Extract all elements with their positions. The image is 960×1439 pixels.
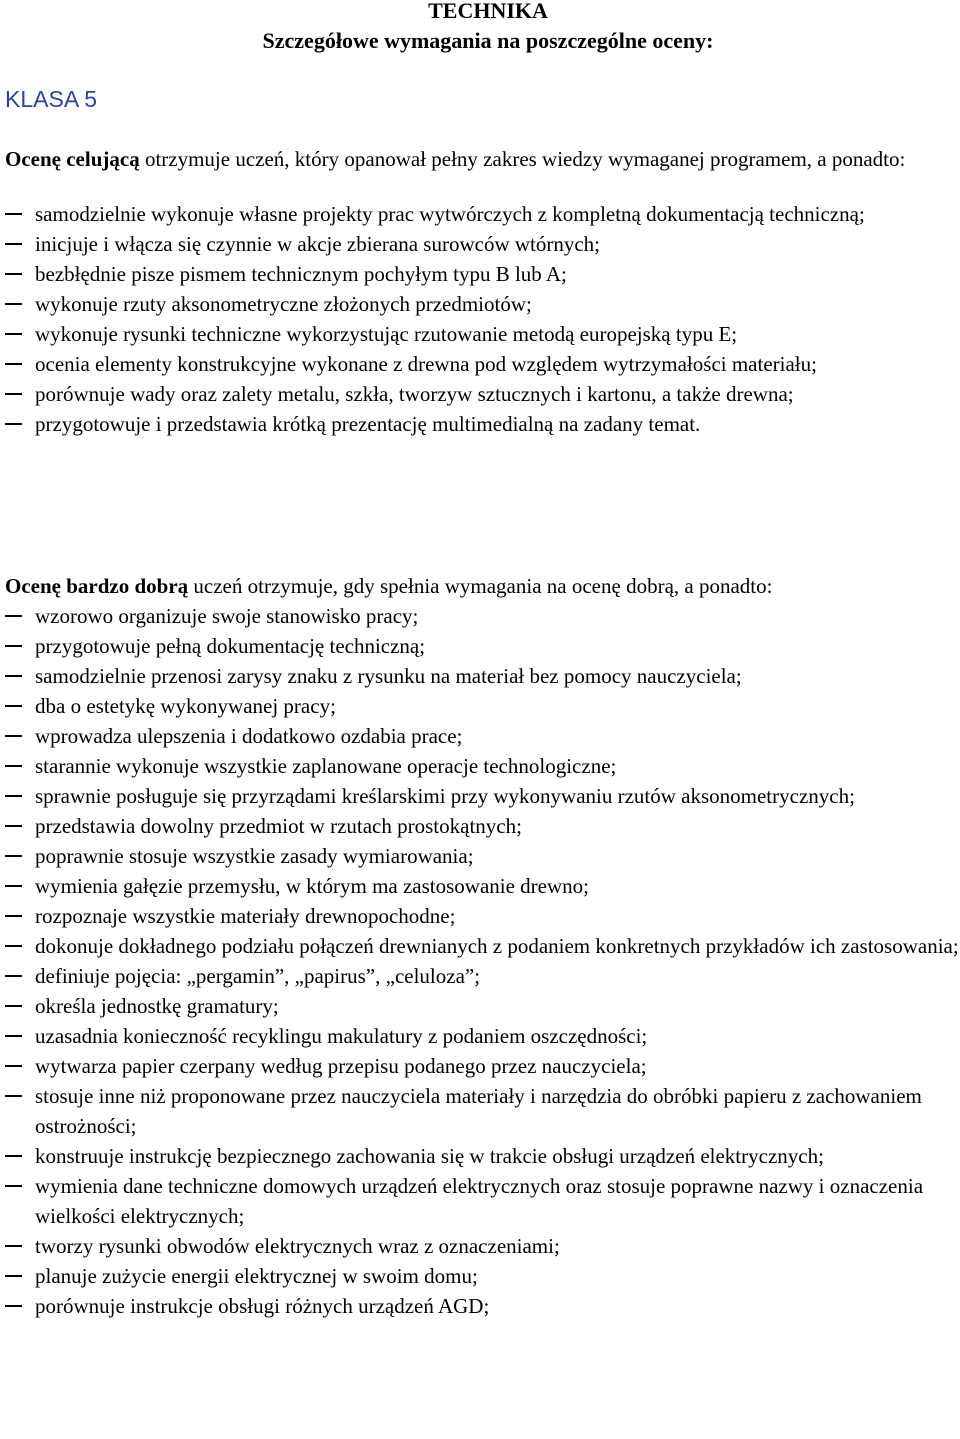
list-item (5, 1141, 960, 1171)
list-item (5, 751, 960, 781)
dash-bullet-icon (5, 735, 22, 737)
dash-bullet-icon (5, 885, 22, 887)
list-item (5, 781, 960, 811)
list-item (5, 199, 960, 229)
dash-bullet-icon (5, 1005, 22, 1007)
section-grade-excellent (5, 144, 960, 439)
section-intro (5, 144, 960, 174)
dash-bullet-icon (5, 1065, 22, 1067)
list-item-text: uzasadnia konieczność recyklingu makulatury z podaniem oszczędności; (35, 1024, 648, 1048)
dash-bullet-icon (5, 423, 22, 425)
class-label: KLASA 5 (5, 86, 98, 112)
list-item-text: przygotowuje i przedstawia krótką prezentację multimedialną na zadany temat. (35, 412, 701, 436)
list-item-text: definiuje pojęcia: „pergamin”, „papirus”, „celuloza”; (35, 964, 481, 988)
list-item (5, 991, 960, 1021)
list-item-text: samodzielnie przenosi zarysy znaku z rysunku na materiał bez pomocy nauczyciela; (35, 664, 742, 688)
dash-bullet-icon (5, 1245, 22, 1247)
dash-bullet-icon (5, 675, 22, 677)
dash-bullet-icon (5, 213, 22, 215)
section-grade-very-good (5, 571, 960, 1321)
list-item-text: określa jednostkę gramatury; (35, 994, 279, 1018)
list-item (5, 229, 960, 259)
dash-bullet-icon (5, 765, 22, 767)
list-item-text: porównuje wady oraz zalety metalu, szkła, tworzyw sztucznych i kartonu, a także drewna; (35, 382, 794, 406)
list-item-text: konstruuje instrukcję bezpiecznego zachowania się w trakcie obsługi urządzeń elektrycznych; (35, 1144, 824, 1168)
dash-bullet-icon (5, 1305, 22, 1307)
list-item-text: wymienia gałęzie przemysłu, w którym ma zastosowanie drewno; (35, 874, 589, 898)
dash-bullet-icon (5, 1185, 22, 1187)
list-item (5, 1291, 960, 1321)
requirements-list (5, 199, 960, 439)
list-item-text: wytwarza papier czerpany według przepisu podanego przez nauczyciela; (35, 1054, 647, 1078)
list-item (5, 961, 960, 991)
list-item-text: wykonuje rysunki techniczne wykorzystując rzutowanie metodą europejską typu E; (35, 322, 738, 346)
list-item (5, 811, 960, 841)
list-item-text: ocenia elementy konstrukcyjne wykonane z drewna pod względem wytrzymałości materiału; (35, 352, 817, 376)
dash-bullet-icon (5, 243, 22, 245)
dash-bullet-icon (5, 393, 22, 395)
intro-text: otrzymuje uczeń, który opanował pełny zakres wiedzy wymaganej programem, a ponadto: (139, 147, 906, 171)
dash-bullet-icon (5, 705, 22, 707)
list-item (5, 1231, 960, 1261)
list-item-text: tworzy rysunki obwodów elektrycznych wraz z oznaczeniami; (35, 1234, 560, 1258)
list-item-text: wzorowo organizuje swoje stanowisko pracy; (35, 604, 419, 628)
list-item-text: przedstawia dowolny przedmiot w rzutach prostokątnych; (35, 814, 522, 838)
document-title: TECHNIKA (428, 0, 548, 23)
list-item-text: starannie wykonuje wszystkie zaplanowane operacje technologiczne; (35, 754, 617, 778)
list-item-text: sprawnie posługuje się przyrządami kreślarskimi przy wykonywaniu rzutów aksonometrycznych; (35, 784, 855, 808)
dash-bullet-icon (5, 615, 22, 617)
list-item (5, 721, 960, 751)
list-item (5, 259, 960, 289)
dash-bullet-icon (5, 795, 22, 797)
dash-bullet-icon (5, 825, 22, 827)
list-item (5, 1051, 960, 1081)
list-item-text: stosuje inne niż proponowane przez nauczyciela materiały i narzędzia do obróbki papieru z zachowaniem ostrożności; (35, 1084, 922, 1138)
dash-bullet-icon (5, 975, 22, 977)
intro-text: uczeń otrzymuje, gdy spełnia wymagania na ocenę dobrą, a ponadto: (188, 574, 773, 598)
list-item (5, 1171, 960, 1231)
dash-bullet-icon (5, 945, 22, 947)
list-item-text: samodzielnie wykonuje własne projekty prac wytwórczych z kompletną dokumentacją techniczną; (35, 202, 865, 226)
list-item-text: inicjuje i włącza się czynnie w akcje zbierana surowców wtórnych; (35, 232, 601, 256)
list-item-text: wykonuje rzuty aksonometryczne złożonych przedmiotów; (35, 292, 532, 316)
list-item-text: planuje zużycie energii elektrycznej w swoim domu; (35, 1264, 478, 1288)
list-item (5, 631, 960, 661)
list-item (5, 841, 960, 871)
list-item-text: przygotowuje pełną dokumentację techniczną; (35, 634, 426, 658)
dash-bullet-icon (5, 855, 22, 857)
section-intro (5, 571, 960, 601)
list-item (5, 661, 960, 691)
list-item-text: wprowadza ulepszenia i dodatkowo ozdabia prace; (35, 724, 463, 748)
list-item (5, 289, 960, 319)
list-item (5, 1261, 960, 1291)
list-item (5, 691, 960, 721)
list-item-text: dba o estetykę wykonywanej pracy; (35, 694, 336, 718)
list-item (5, 379, 960, 409)
list-item (5, 1081, 960, 1141)
dash-bullet-icon (5, 1095, 22, 1097)
list-item (5, 931, 960, 961)
list-item (5, 349, 960, 379)
list-item (5, 409, 960, 439)
list-item-text: bezbłędnie pisze pismem technicznym pochyłym typu B lub A; (35, 262, 567, 286)
dash-bullet-icon (5, 1275, 22, 1277)
list-item-text: poprawnie stosuje wszystkie zasady wymiarowania; (35, 844, 474, 868)
grade-name: Ocenę celującą (5, 147, 140, 171)
list-item (5, 319, 960, 349)
dash-bullet-icon (5, 303, 22, 305)
requirements-list (5, 601, 960, 1321)
list-item-text: dokonuje dokładnego podziału połączeń drewnianych z podaniem konkretnych przykładów ich zastosowania; (35, 934, 959, 958)
document-subtitle: Szczegółowe wymagania na poszczególne oceny: (262, 28, 714, 53)
list-item (5, 601, 960, 631)
dash-bullet-icon (5, 363, 22, 365)
list-item-text: porównuje instrukcje obsługi różnych urządzeń AGD; (35, 1294, 490, 1318)
list-item (5, 901, 960, 931)
dash-bullet-icon (5, 273, 22, 275)
list-item (5, 1021, 960, 1051)
dash-bullet-icon (5, 333, 22, 335)
dash-bullet-icon (5, 915, 22, 917)
list-item-text: wymienia dane techniczne domowych urządzeń elektrycznych oraz stosuje poprawne nazwy i oznaczenia wielkości elektrycznych; (35, 1174, 924, 1228)
grade-name: Ocenę bardzo dobrą (5, 574, 189, 598)
dash-bullet-icon (5, 1155, 22, 1157)
list-item (5, 871, 960, 901)
dash-bullet-icon (5, 645, 22, 647)
dash-bullet-icon (5, 1035, 22, 1037)
list-item-text: rozpoznaje wszystkie materiały drewnopochodne; (35, 904, 456, 928)
